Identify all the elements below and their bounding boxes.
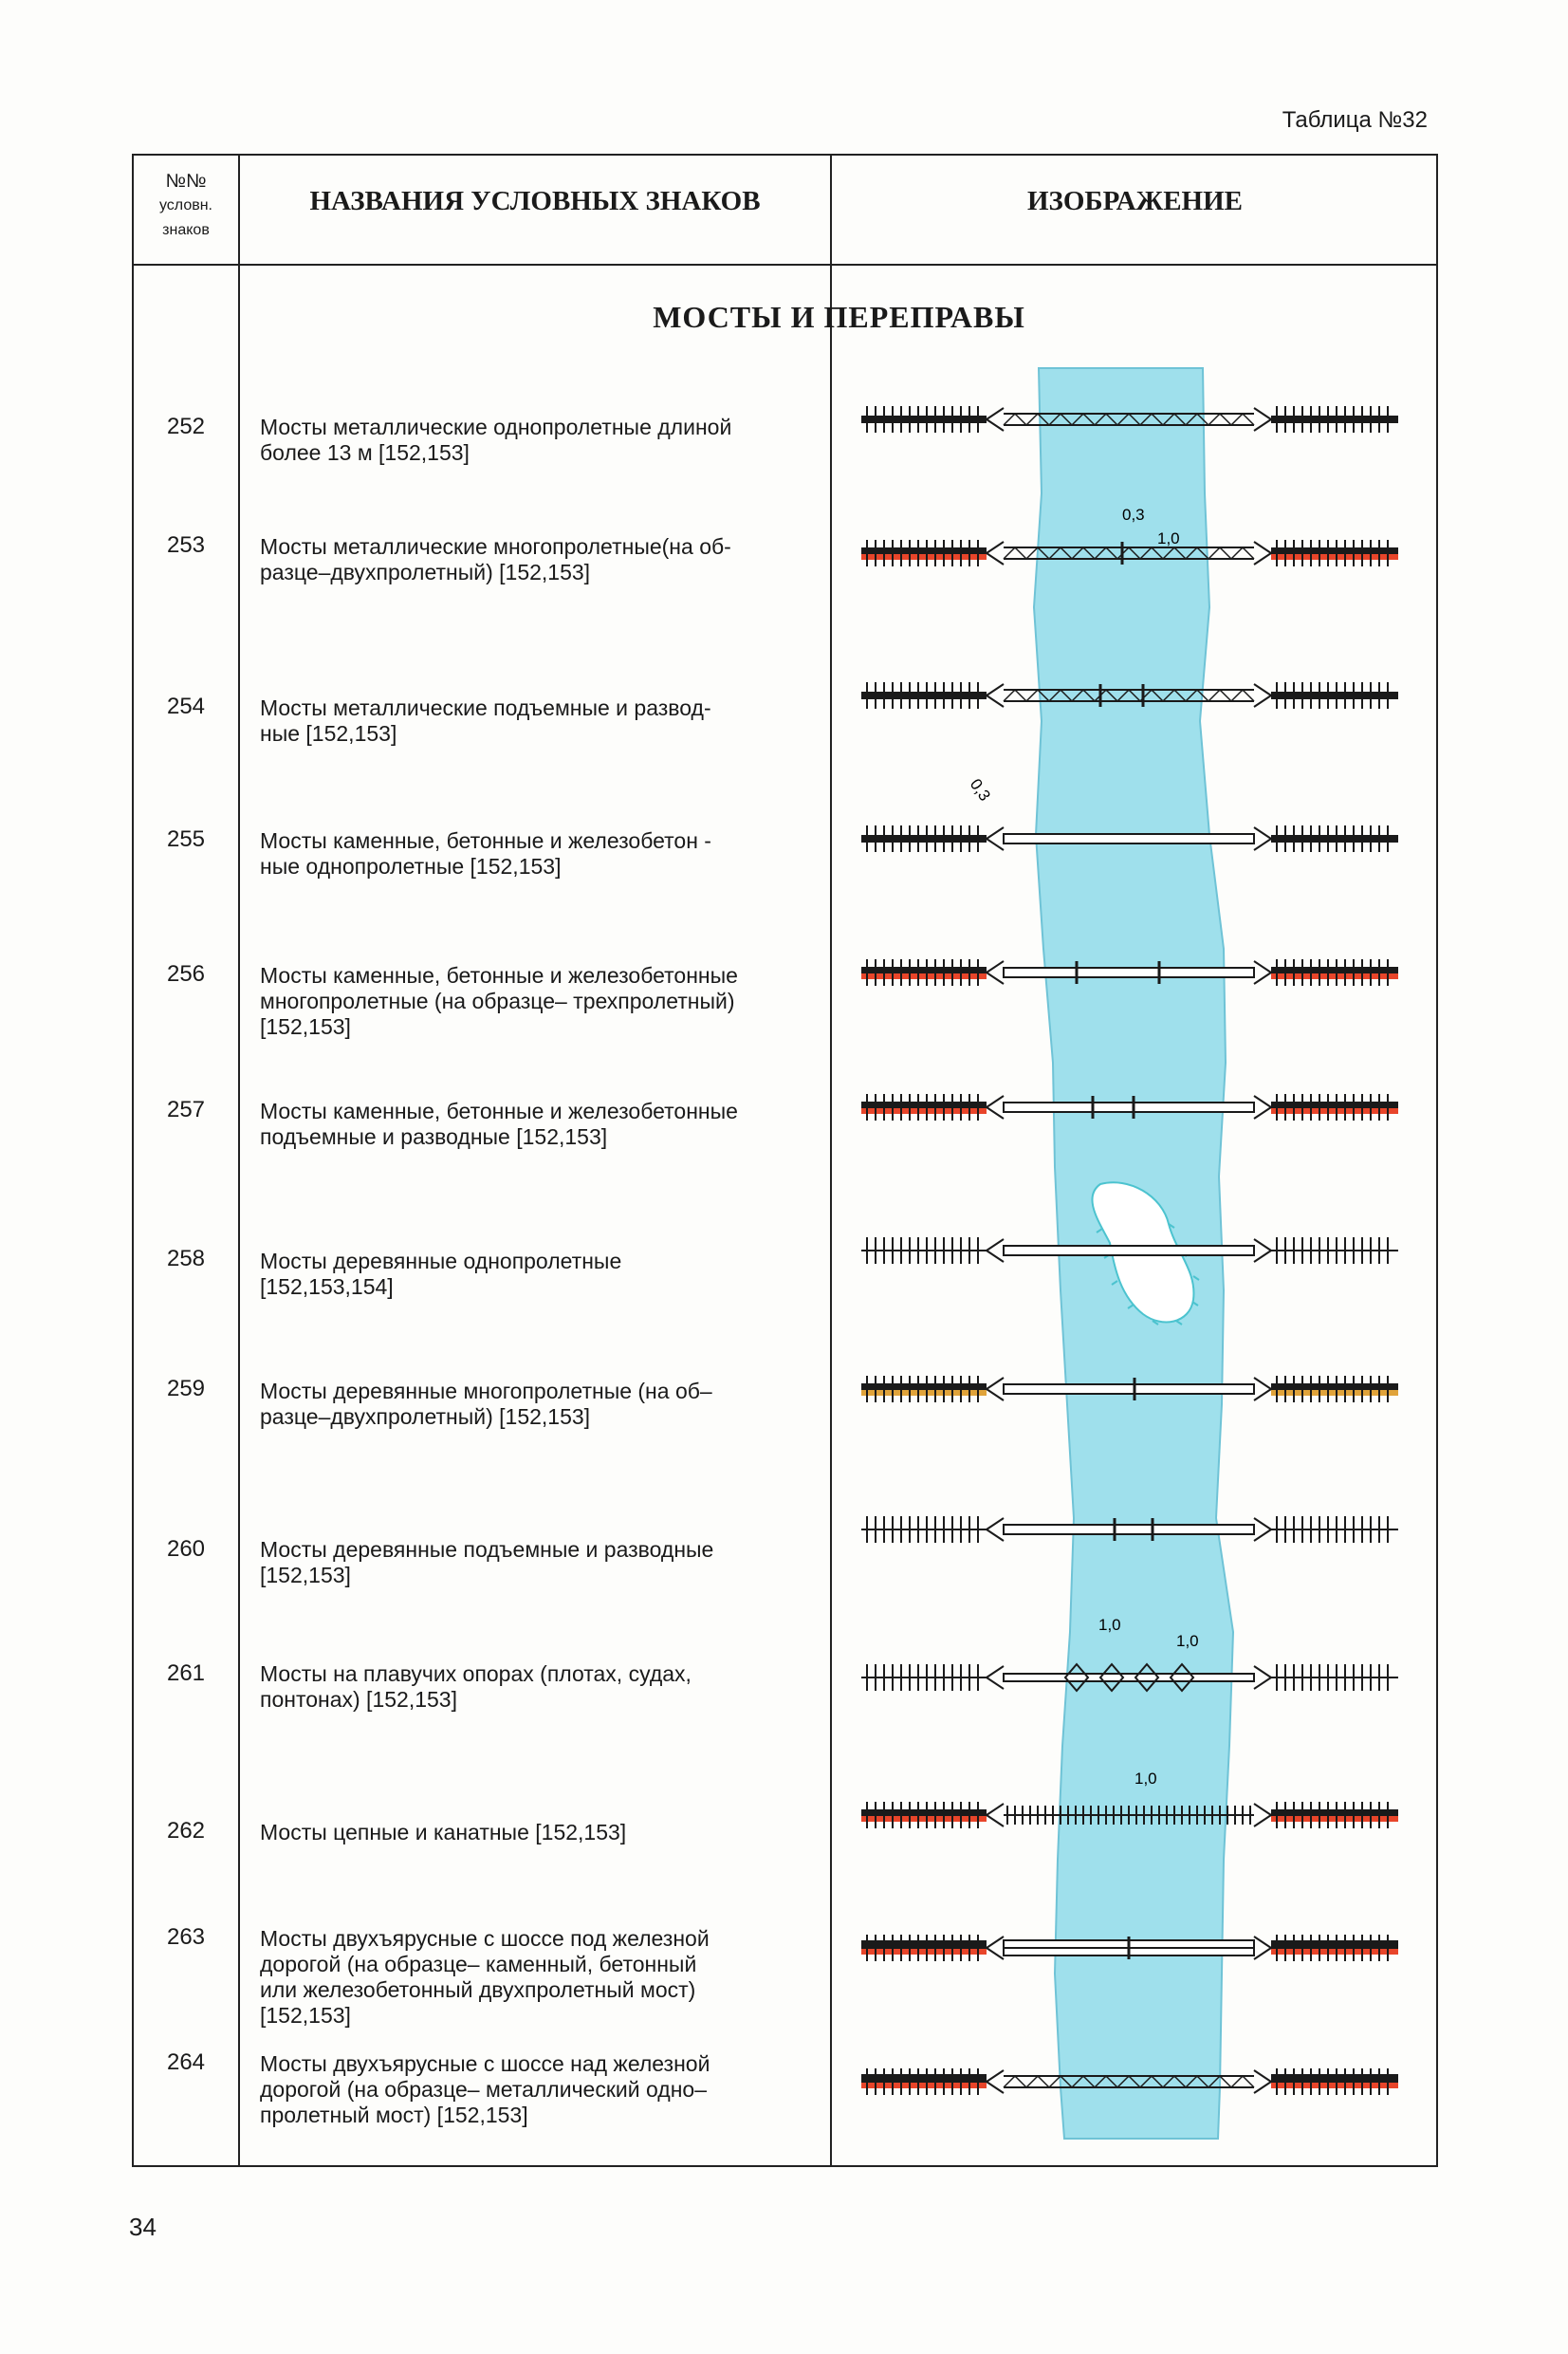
road-approach [861, 1094, 1004, 1121]
bridge-wing [987, 1815, 1004, 1826]
row-name: Мосты металлические многопролетные(на об- разце–двухпролетный) [152,153] [260, 534, 731, 584]
road-approach [1254, 825, 1398, 852]
row-number: 264 [166, 2049, 206, 2075]
dimension-label: 1,0 [1098, 1616, 1121, 1634]
bridge-span [1004, 834, 1254, 843]
bridge-wing [1254, 2070, 1271, 2082]
bridge-wing [1254, 961, 1271, 973]
road-approach [1254, 2068, 1398, 2095]
dimension-label: 1,0 [1134, 1770, 1157, 1788]
road-approach [861, 406, 1004, 433]
bridge-wing [987, 827, 1004, 839]
dimension-label: 0,3 [1122, 506, 1145, 524]
bridge-wing [987, 1096, 1004, 1107]
bridge-deck [1004, 834, 1254, 843]
row-name: Мосты деревянные подъемные и разводные [152,153] [260, 1537, 714, 1587]
bridge-wing [1254, 1815, 1271, 1826]
bridge-wing [1254, 1239, 1271, 1251]
bridge-wing [987, 1251, 1004, 1262]
bridge-wing [987, 973, 1004, 984]
row-name: Мосты двухъярусные с шоссе над железной дорогой (на образце– металлический одно– пролетный мост) [152,153] [260, 2051, 710, 2127]
header-num-line2: условн. [158, 197, 212, 213]
bridge-wing [1254, 1378, 1271, 1389]
road-approach [861, 959, 1004, 986]
road-approach [1254, 959, 1398, 986]
bridge-wing [1254, 2082, 1271, 2093]
row-number: 259 [166, 1376, 206, 1401]
bridge-deck [1004, 1103, 1254, 1112]
table-label: Таблица №32 [1282, 107, 1428, 133]
row-number: 252 [166, 414, 206, 439]
dimension-label: 0,3 [966, 775, 994, 805]
bridge-wing [1254, 827, 1271, 839]
row-number: 262 [166, 1818, 206, 1844]
row-name: Мосты на плавучих опорах (плотах, судах, понтонах) [152,153] [260, 1661, 692, 1712]
bridge-wing [987, 684, 1004, 695]
row-name: Мосты каменные, бетонные и железобетонные подъемные и разводные [152,153] [260, 1099, 738, 1149]
bridge-wing [987, 695, 1004, 707]
road-approach [1254, 1094, 1398, 1121]
row-number: 260 [166, 1536, 206, 1562]
bridge-wing [1254, 684, 1271, 695]
row-number: 256 [166, 961, 206, 987]
row-number: 258 [166, 1246, 206, 1271]
page-number: 34 [129, 2213, 157, 2241]
bridge-wing [1254, 1529, 1271, 1541]
bridge-wing [1254, 1096, 1271, 1107]
header-image-column: ИЗОБРАЖЕНИЕ [1026, 186, 1243, 216]
bridge-deck [1004, 968, 1254, 977]
road-approach [1254, 1664, 1398, 1691]
road-approach [1254, 1935, 1398, 1961]
bridge-wing [1254, 542, 1271, 553]
bridge-span [1004, 1246, 1254, 1255]
row-number: 254 [166, 694, 206, 719]
bridge-wing [1254, 1389, 1271, 1400]
row-name: Мосты металлические подъемные и развод- ные [152,153] [260, 695, 711, 746]
row-name: Мосты металлические однопролетные длиной более 13 м [152,153] [260, 415, 732, 465]
bridge-deck [1004, 1384, 1254, 1394]
bridge-wing [987, 961, 1004, 973]
section-title: МОСТЫ И ПЕРЕПРАВЫ [653, 300, 1025, 334]
row-number: 255 [166, 826, 206, 852]
bridge-deck [1004, 1525, 1254, 1534]
bridge-wing [1254, 1948, 1271, 1959]
row-number: 253 [166, 532, 206, 558]
row-name: Мосты каменные, бетонные и железобетон - ные однопролетные [152,153] [260, 828, 711, 879]
bridge-deck [1004, 1246, 1254, 1255]
road-approach [861, 825, 1004, 852]
bridge-wing [987, 1948, 1004, 1959]
row-number: 261 [166, 1660, 206, 1686]
bridge-wing [1254, 1518, 1271, 1529]
bridge-wing [987, 1677, 1004, 1689]
bridge-wing [1254, 1937, 1271, 1948]
road-approach [1254, 406, 1398, 433]
dimension-label: 1,0 [1157, 529, 1180, 547]
bridge-wing [1254, 839, 1271, 850]
road-approach [1254, 1516, 1398, 1543]
road-approach [1254, 1802, 1398, 1828]
bridge-span [1004, 1937, 1254, 1959]
road-approach [861, 1376, 1004, 1402]
road-approach [1254, 540, 1398, 566]
row-name: Мосты деревянные однопролетные [152,153,154] [260, 1249, 622, 1299]
road-approach [1254, 1376, 1398, 1402]
row-number: 263 [166, 1924, 206, 1950]
road-approach [1254, 682, 1398, 709]
bridge-wing [987, 839, 1004, 850]
bridge-wing [1254, 553, 1271, 565]
road-approach [1254, 1237, 1398, 1264]
header-num-line3: знаков [162, 222, 210, 238]
bridge-wing [987, 2070, 1004, 2082]
bridge-wing [1254, 1804, 1271, 1815]
bridge-wing [987, 1666, 1004, 1677]
bridge-wing [1254, 1251, 1271, 1262]
bridge-wing [1254, 973, 1271, 984]
road-approach [861, 1664, 1004, 1691]
row-name: Мосты цепные и канатные [152,153] [260, 1820, 627, 1844]
road-approach [861, 2068, 1004, 2095]
row-name: Мосты каменные, бетонные и железобетонные многопролетные (на образце– трехпролетный) [152,153] [260, 963, 738, 1039]
bridge-wing [987, 1107, 1004, 1119]
bridge-wing [987, 553, 1004, 565]
road-approach [861, 1802, 1004, 1828]
bridge-wing [1254, 419, 1271, 431]
dimension-label: 1,0 [1176, 1632, 1199, 1650]
road-approach [861, 1935, 1004, 1961]
bridge-deck [1004, 1674, 1254, 1681]
bridge-wing [987, 1239, 1004, 1251]
bridge-wing [987, 1804, 1004, 1815]
bridge-wing [1254, 408, 1271, 419]
bridge-wing [1254, 1107, 1271, 1119]
bridge-wing [987, 1937, 1004, 1948]
row-number: 257 [166, 1097, 206, 1122]
row-name: Мосты двухъярусные с шоссе под железной дорогой (на образце– каменный, бетонный или железобетонный двухпролетный мост) [152,153] [260, 1926, 710, 2028]
bridge-wing [1254, 1666, 1271, 1677]
road-approach [861, 1237, 1004, 1264]
header-num-line1: №№ [165, 171, 207, 192]
bridge-wing [1254, 1677, 1271, 1689]
road-approach [861, 682, 1004, 709]
bridge-wing [987, 419, 1004, 431]
header-names-column: НАЗВАНИЯ УСЛОВНЫХ ЗНАКОВ [309, 186, 761, 216]
bridge-wing [987, 1518, 1004, 1529]
bridge-wing [987, 1378, 1004, 1389]
road-approach [861, 1516, 1004, 1543]
row-name: Мосты деревянные многопролетные (на об– разце–двухпролетный) [152,153] [260, 1379, 712, 1429]
bridge-wing [987, 542, 1004, 553]
bridge-wing [1254, 695, 1271, 707]
bridge-wing [987, 2082, 1004, 2093]
bridge-wing [987, 1389, 1004, 1400]
road-approach [861, 540, 1004, 566]
bridge-wing [987, 1529, 1004, 1541]
bridge-wing [987, 408, 1004, 419]
